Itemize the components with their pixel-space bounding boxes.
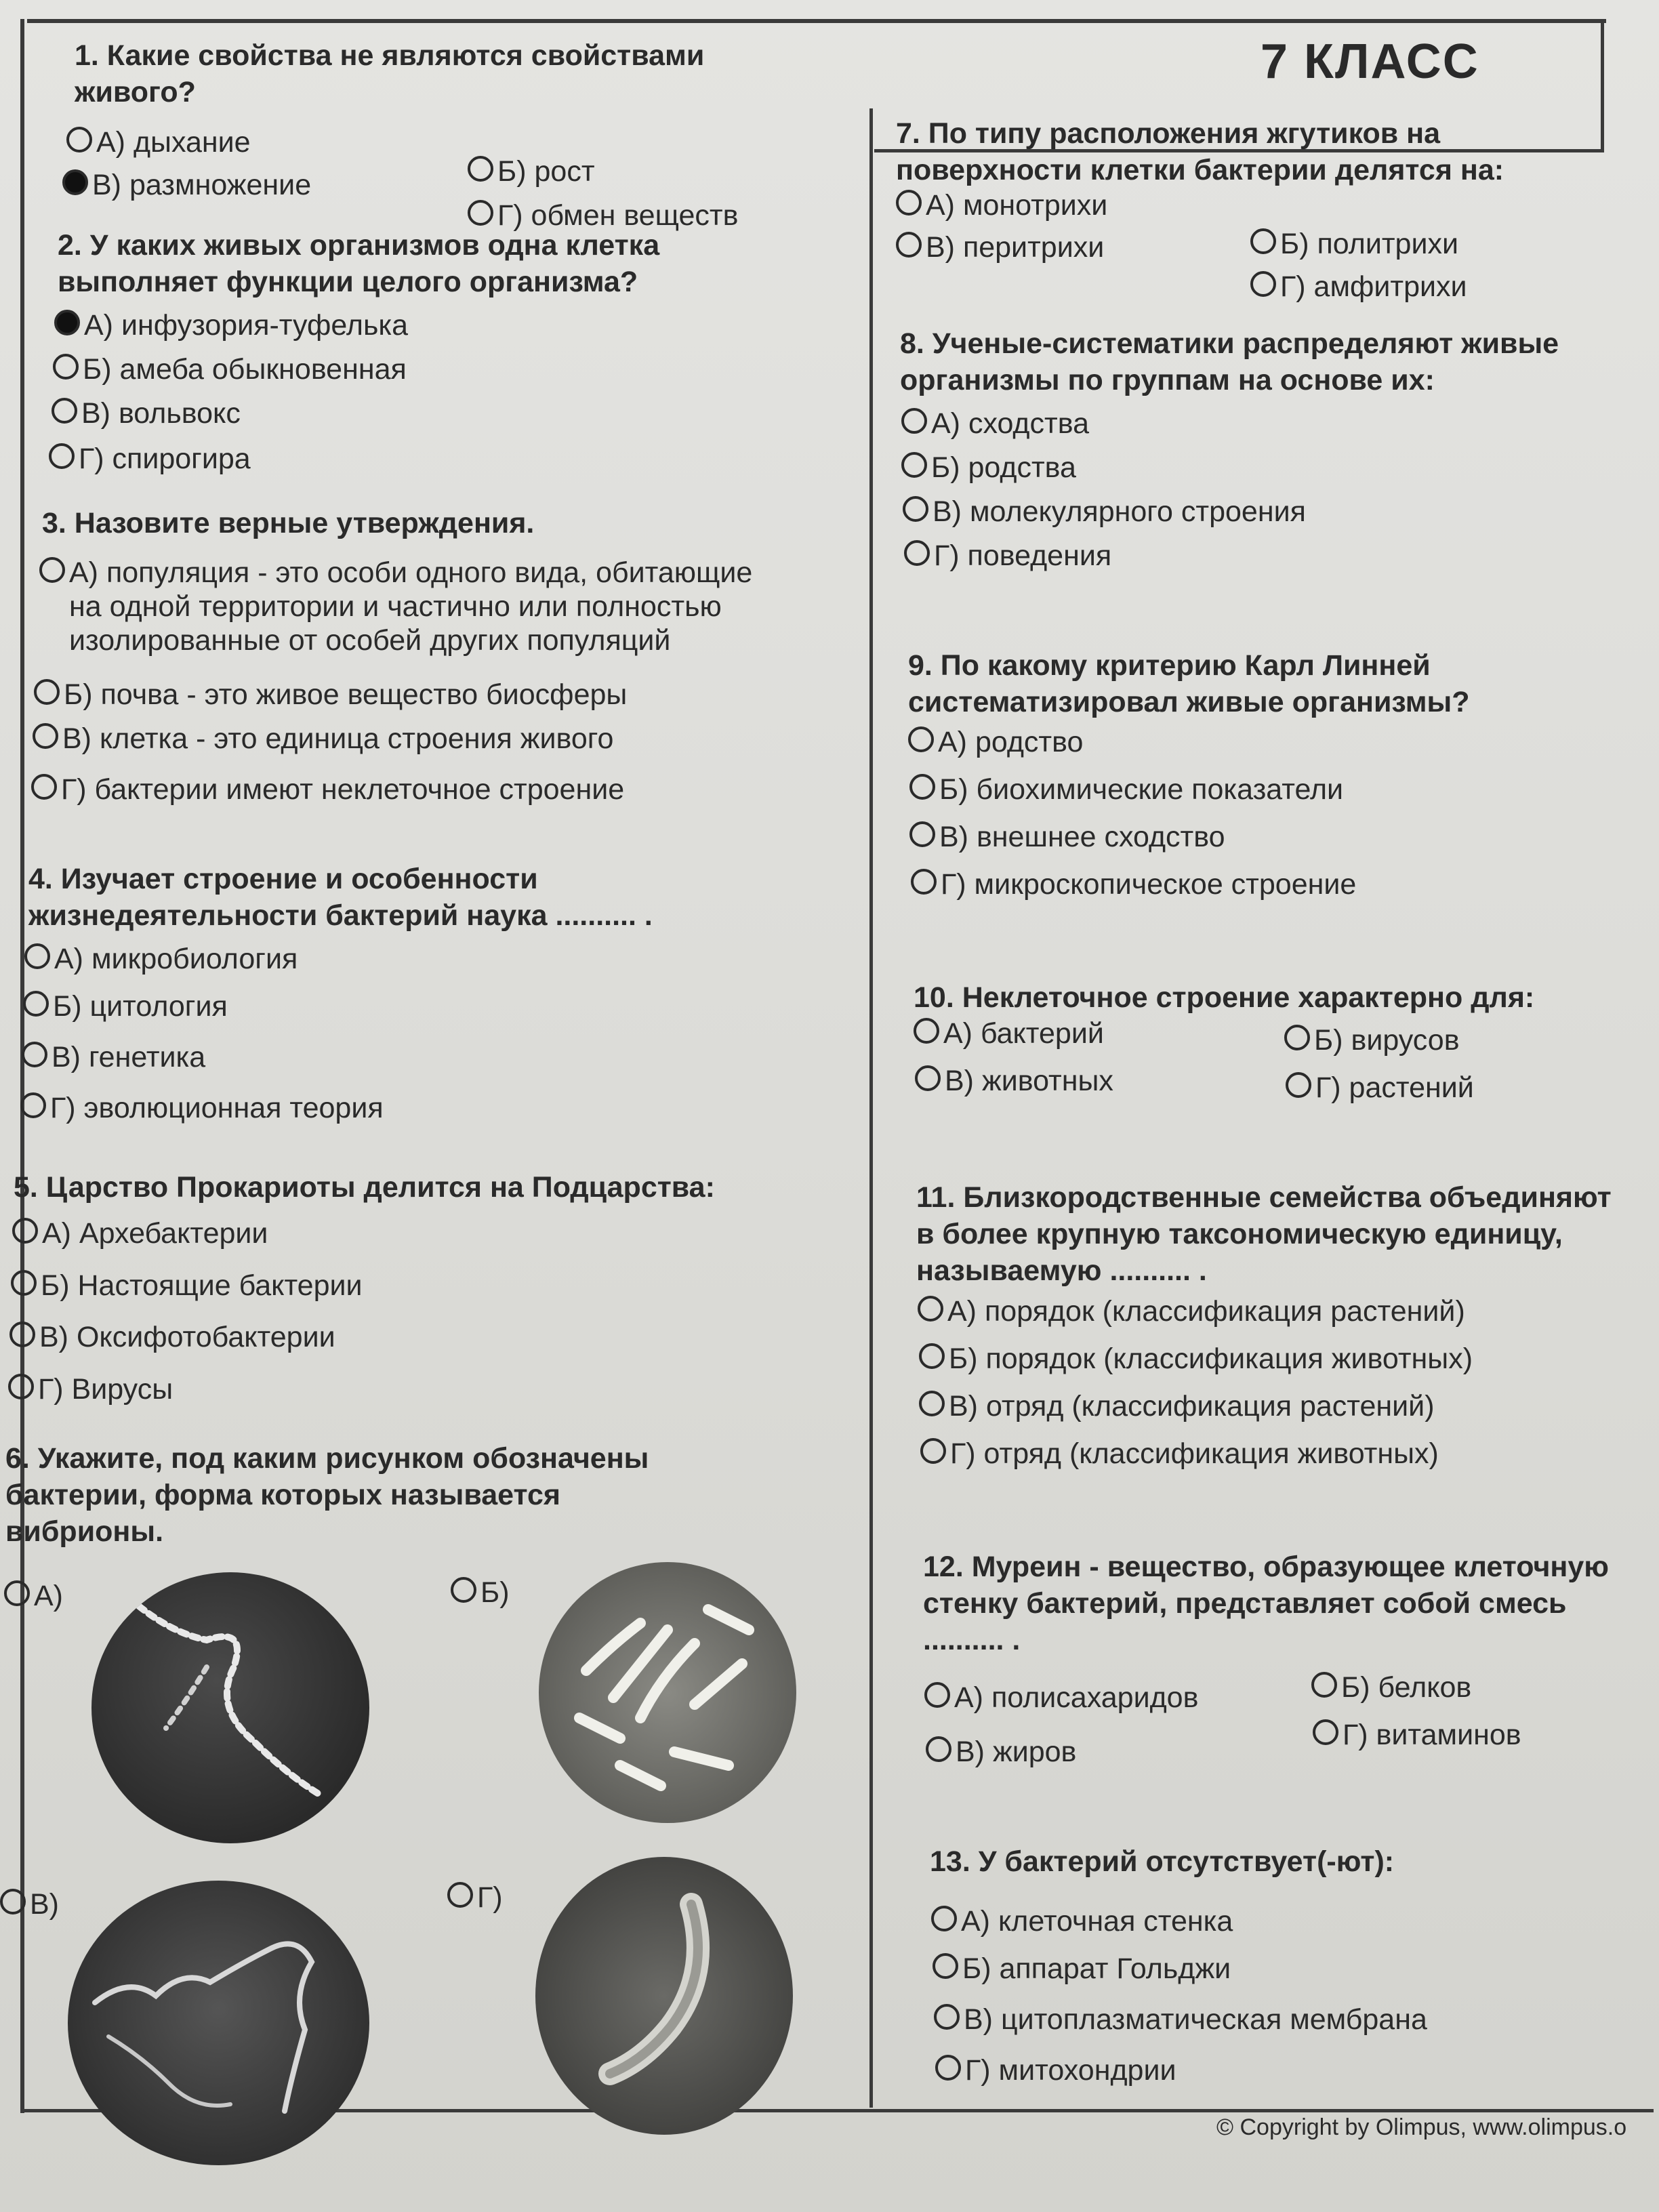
option-11v[interactable]: В) отряд (классификация растений) — [919, 1389, 1435, 1423]
copyright-text: © Copyright by Olimpus, www.olimpus.o — [1216, 2114, 1627, 2140]
radio-bubble-icon[interactable] — [901, 408, 927, 434]
radio-bubble-icon[interactable] — [22, 1042, 47, 1067]
question-1 — [75, 37, 704, 110]
question-5: 5. Царство Прокариоты делится на Подцарства: — [14, 1171, 715, 1204]
option-5g[interactable]: Г) Вирусы — [8, 1372, 173, 1406]
option-6b[interactable]: Б) — [451, 1576, 510, 1610]
radio-bubble-icon[interactable] — [924, 1682, 950, 1708]
radio-bubble-icon[interactable] — [1286, 1072, 1311, 1098]
option-12g[interactable]: Г) витаминов — [1313, 1718, 1521, 1752]
question-11: 11. Близкородственные семейства объединяют в более крупную таксономическую единицу, называемую .......... . — [916, 1181, 1612, 1287]
radio-bubble-icon[interactable] — [914, 1018, 939, 1044]
option-11g[interactable]: Г) отряд (классификация животных) — [920, 1437, 1439, 1471]
option-3b[interactable]: Б) почва - это живое вещество биосферы — [34, 678, 627, 712]
option-11b[interactable]: Б) порядок (классификация животных) — [919, 1342, 1473, 1376]
radio-bubble-icon[interactable] — [4, 1580, 30, 1606]
option-5b[interactable]: Б) Настоящие бактерии — [11, 1269, 363, 1303]
option-2a[interactable]: А) инфузория-туфелька — [54, 308, 408, 342]
radio-bubble-icon[interactable] — [468, 200, 493, 226]
question-13: 13. У бактерий отсутствует(-ют): — [930, 1845, 1395, 1878]
option-12a[interactable]: А) полисахаридов — [924, 1681, 1198, 1715]
radio-bubble-icon[interactable] — [9, 1322, 35, 1347]
option-3v[interactable]: В) клетка - это единица строения живого — [33, 722, 613, 756]
option-13v[interactable]: В) цитоплазматическая мембрана — [934, 2003, 1427, 2036]
option-10a[interactable]: А) бактерий — [914, 1017, 1104, 1050]
radio-bubble-icon[interactable] — [919, 1343, 945, 1369]
radio-bubble-icon[interactable] — [451, 1577, 476, 1603]
option-7g[interactable]: Г) амфитрихи — [1250, 270, 1467, 304]
option-13g[interactable]: Г) митохондрии — [935, 2053, 1176, 2087]
radio-bubble-icon[interactable] — [919, 1391, 945, 1416]
option-10b[interactable]: Б) вирусов — [1284, 1023, 1460, 1057]
radio-bubble-icon[interactable] — [23, 991, 49, 1017]
radio-bubble-icon[interactable] — [8, 1374, 34, 1399]
option-3a[interactable]: А) популяция - это особи одного вида, обитающие на одной территории и частично или полностью изолированные от особей других популяций — [39, 556, 752, 657]
option-9a[interactable]: А) родство — [908, 725, 1083, 759]
question-2: 2. У каких живых организмов одна клетка выполняет функции целого организма? — [58, 229, 660, 298]
option-4g[interactable]: Г) эволюционная теория — [20, 1091, 384, 1125]
option-3g[interactable]: Г) бактерии имеют неклеточное строение — [31, 773, 624, 806]
option-12b[interactable]: Б) белков — [1311, 1671, 1471, 1704]
filled-bubble-icon[interactable] — [62, 169, 88, 195]
radio-bubble-icon[interactable] — [34, 679, 60, 705]
radio-bubble-icon[interactable] — [903, 496, 928, 522]
option-10v[interactable]: В) животных — [915, 1064, 1113, 1098]
option-7a[interactable]: А) монотрихи — [896, 188, 1107, 222]
option-8v[interactable]: В) молекулярного строения — [903, 495, 1306, 529]
option-2v[interactable]: В) вольвокс — [52, 396, 241, 430]
option-9g[interactable]: Г) микроскопическое строение — [911, 867, 1356, 901]
radio-bubble-icon[interactable] — [935, 2055, 961, 2081]
option-7v[interactable]: В) перитрихи — [896, 230, 1104, 264]
radio-bubble-icon[interactable] — [934, 2004, 960, 2030]
radio-bubble-icon[interactable] — [33, 723, 58, 749]
micrograph-g-image — [535, 1857, 793, 2135]
question-8: 8. Ученые-систематики распределяют живые организмы по группам на основе их: — [900, 327, 1559, 396]
option-6g[interactable]: Г) — [447, 1881, 503, 1914]
option-7b[interactable]: Б) политрихи — [1250, 227, 1458, 261]
radio-bubble-icon[interactable] — [1313, 1719, 1338, 1745]
option-13a[interactable]: А) клеточная стенка — [931, 1904, 1233, 1938]
radio-bubble-icon[interactable] — [896, 190, 922, 216]
radio-bubble-icon[interactable] — [904, 540, 930, 566]
radio-bubble-icon[interactable] — [0, 1889, 26, 1914]
radio-bubble-icon[interactable] — [1250, 228, 1276, 254]
radio-bubble-icon[interactable] — [12, 1218, 38, 1244]
option-5a[interactable]: А) Архебактерии — [12, 1216, 268, 1250]
option-2b[interactable]: Б) амеба обыкновенная — [53, 352, 407, 386]
radio-bubble-icon[interactable] — [901, 452, 927, 478]
radio-bubble-icon[interactable] — [911, 869, 937, 895]
micrograph-b-image — [539, 1562, 796, 1823]
radio-bubble-icon[interactable] — [920, 1438, 946, 1464]
option-8g[interactable]: Г) поведения — [904, 539, 1111, 573]
question-6: 6. Укажите, под каким рисунком обозначены бактерии, форма которых называется вибрионы. — [5, 1442, 649, 1548]
radio-bubble-icon[interactable] — [933, 1953, 958, 1979]
radio-bubble-icon[interactable] — [49, 443, 75, 469]
radio-bubble-icon[interactable] — [31, 774, 57, 800]
radio-bubble-icon[interactable] — [915, 1065, 941, 1091]
option-4b[interactable]: Б) цитология — [23, 989, 228, 1023]
column-divider — [869, 108, 873, 2108]
radio-bubble-icon[interactable] — [1250, 271, 1276, 297]
option-9v[interactable]: В) внешнее сходство — [909, 820, 1225, 854]
option-8a[interactable]: А) сходства — [901, 407, 1089, 441]
question-12: 12. Муреин - вещество, образующее клеточную стенку бактерий, представляет собой смесь .......... . — [923, 1551, 1610, 1656]
question-7: 7. По типу расположения жгутиков на поверхности клетки бактерии делятся на: — [896, 117, 1504, 186]
option-12v[interactable]: В) жиров — [926, 1735, 1076, 1769]
radio-bubble-icon[interactable] — [1284, 1025, 1310, 1050]
radio-bubble-icon[interactable] — [931, 1906, 957, 1931]
question-title: 1. Какие свойства не являются свойствами живого? — [75, 39, 705, 108]
option-1g[interactable]: Г) обмен веществ — [468, 199, 738, 232]
question-9: 9. По какому критерию Карл Линней систематизировал живые организмы? — [908, 649, 1470, 718]
radio-bubble-icon[interactable] — [1311, 1672, 1337, 1698]
radio-bubble-icon[interactable] — [909, 821, 935, 847]
option-9b[interactable]: Б) биохимические показатели — [909, 773, 1343, 806]
radio-bubble-icon[interactable] — [909, 774, 935, 800]
option-4a[interactable]: А) микробиология — [24, 942, 298, 976]
radio-bubble-icon[interactable] — [918, 1296, 943, 1322]
radio-bubble-icon[interactable] — [24, 943, 50, 969]
option-11a[interactable]: А) порядок (классификация растений) — [918, 1294, 1465, 1328]
option-8b[interactable]: Б) родства — [901, 451, 1076, 485]
grade-label: 7 КЛАСС — [1261, 35, 1479, 89]
option-5v[interactable]: В) Оксифотобактерии — [9, 1320, 335, 1354]
radio-bubble-icon[interactable] — [926, 1736, 951, 1762]
option-1a[interactable]: А) дыхание — [66, 125, 251, 159]
radio-bubble-icon[interactable] — [468, 156, 493, 182]
option-13b[interactable]: Б) аппарат Гольджи — [933, 1952, 1231, 1986]
filled-bubble-icon[interactable] — [54, 310, 80, 335]
radio-bubble-icon[interactable] — [896, 232, 922, 258]
radio-bubble-icon[interactable] — [39, 557, 65, 583]
option-6a[interactable]: А) — [4, 1579, 63, 1613]
micrograph-v-image — [68, 1881, 369, 2165]
micrograph-a-image — [91, 1572, 369, 1843]
radio-bubble-icon[interactable] — [66, 127, 92, 152]
radio-bubble-icon[interactable] — [52, 398, 77, 424]
option-1v[interactable]: В) размножение — [62, 168, 311, 202]
radio-bubble-icon[interactable] — [11, 1270, 37, 1296]
question-10: 10. Неклеточное строение характерно для: — [914, 981, 1535, 1014]
option-10g[interactable]: Г) растений — [1286, 1071, 1474, 1105]
radio-bubble-icon[interactable] — [447, 1882, 473, 1908]
option-4v[interactable]: В) генетика — [22, 1040, 205, 1074]
option-2g[interactable]: Г) спирогира — [49, 442, 251, 476]
radio-bubble-icon[interactable] — [20, 1092, 46, 1118]
question-4: 4. Изучает строение и особенности жизнедеятельности бактерий наука .......... . — [28, 863, 653, 932]
radio-bubble-icon[interactable] — [908, 726, 934, 752]
radio-bubble-icon[interactable] — [53, 354, 79, 380]
option-1b[interactable]: Б) рост — [468, 155, 595, 188]
option-6v[interactable]: В) — [0, 1887, 59, 1921]
question-3: 3. Назовите верные утверждения. — [42, 507, 535, 539]
